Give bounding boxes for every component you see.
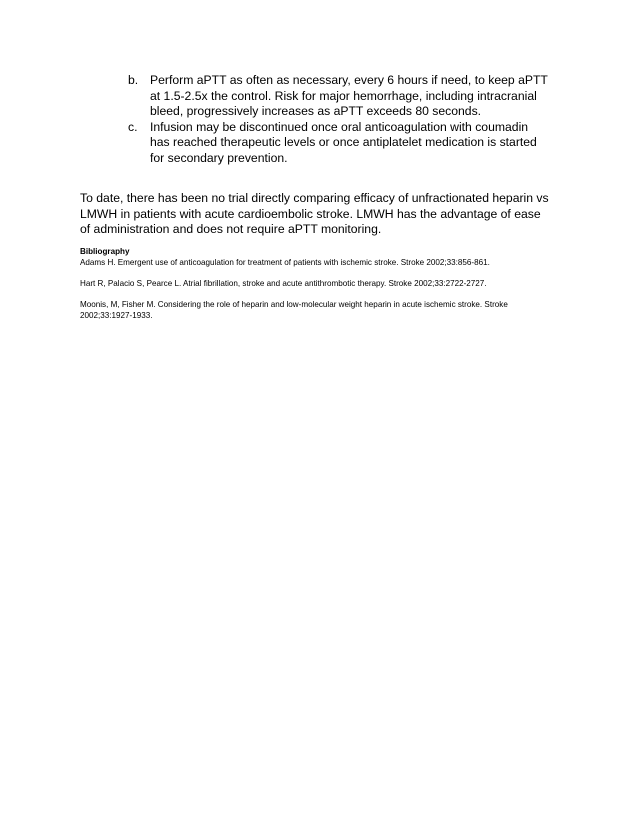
list-item-text: Perform aPTT as often as necessary, every 6 hours if need, to keep aPTT at 1.5-2.5x the control. Risk for major hemorrhage, including intracranial bleed, progressively increases as aPTT exceeds 80 seconds.	[150, 73, 548, 119]
treatment-list	[128, 73, 548, 167]
bibliography-reference: Moonis, M, Fisher M. Considering the role of heparin and low-molecular weight heparin in acute ischemic stroke. Stroke 2002;33:1927-1933.	[80, 299, 508, 320]
list-item-b	[128, 73, 548, 120]
list-marker: c.	[128, 119, 138, 134]
bibliography-section	[80, 247, 555, 332]
body-paragraph: To date, there has been no trial directly comparing efficacy of unfractionated heparin vs LMWH in patients with acute cardioembolic stroke. LMWH has the advantage of ease of administration and does not require aPTT monitoring.	[80, 191, 549, 237]
list-item-c	[128, 120, 548, 167]
list-item-text: Infusion may be discontinued once oral anticoagulation with coumadin has reached therapeutic levels or once antiplatelet medication is started for secondary prevention.	[150, 119, 537, 165]
list-marker: b.	[128, 73, 139, 87]
bibliography-reference: Adams H. Emergent use of anticoagulation for treatment of patients with ischemic stroke. Stroke 2002;33:856-861.	[80, 257, 490, 267]
bibliography-reference: Hart R, Palacio S, Pearce L. Atrial fibrillation, stroke and acute antithrombotic therapy. Stroke 2002;33:2722-2727.	[80, 278, 487, 288]
bibliography-heading: Bibliography	[80, 247, 130, 256]
